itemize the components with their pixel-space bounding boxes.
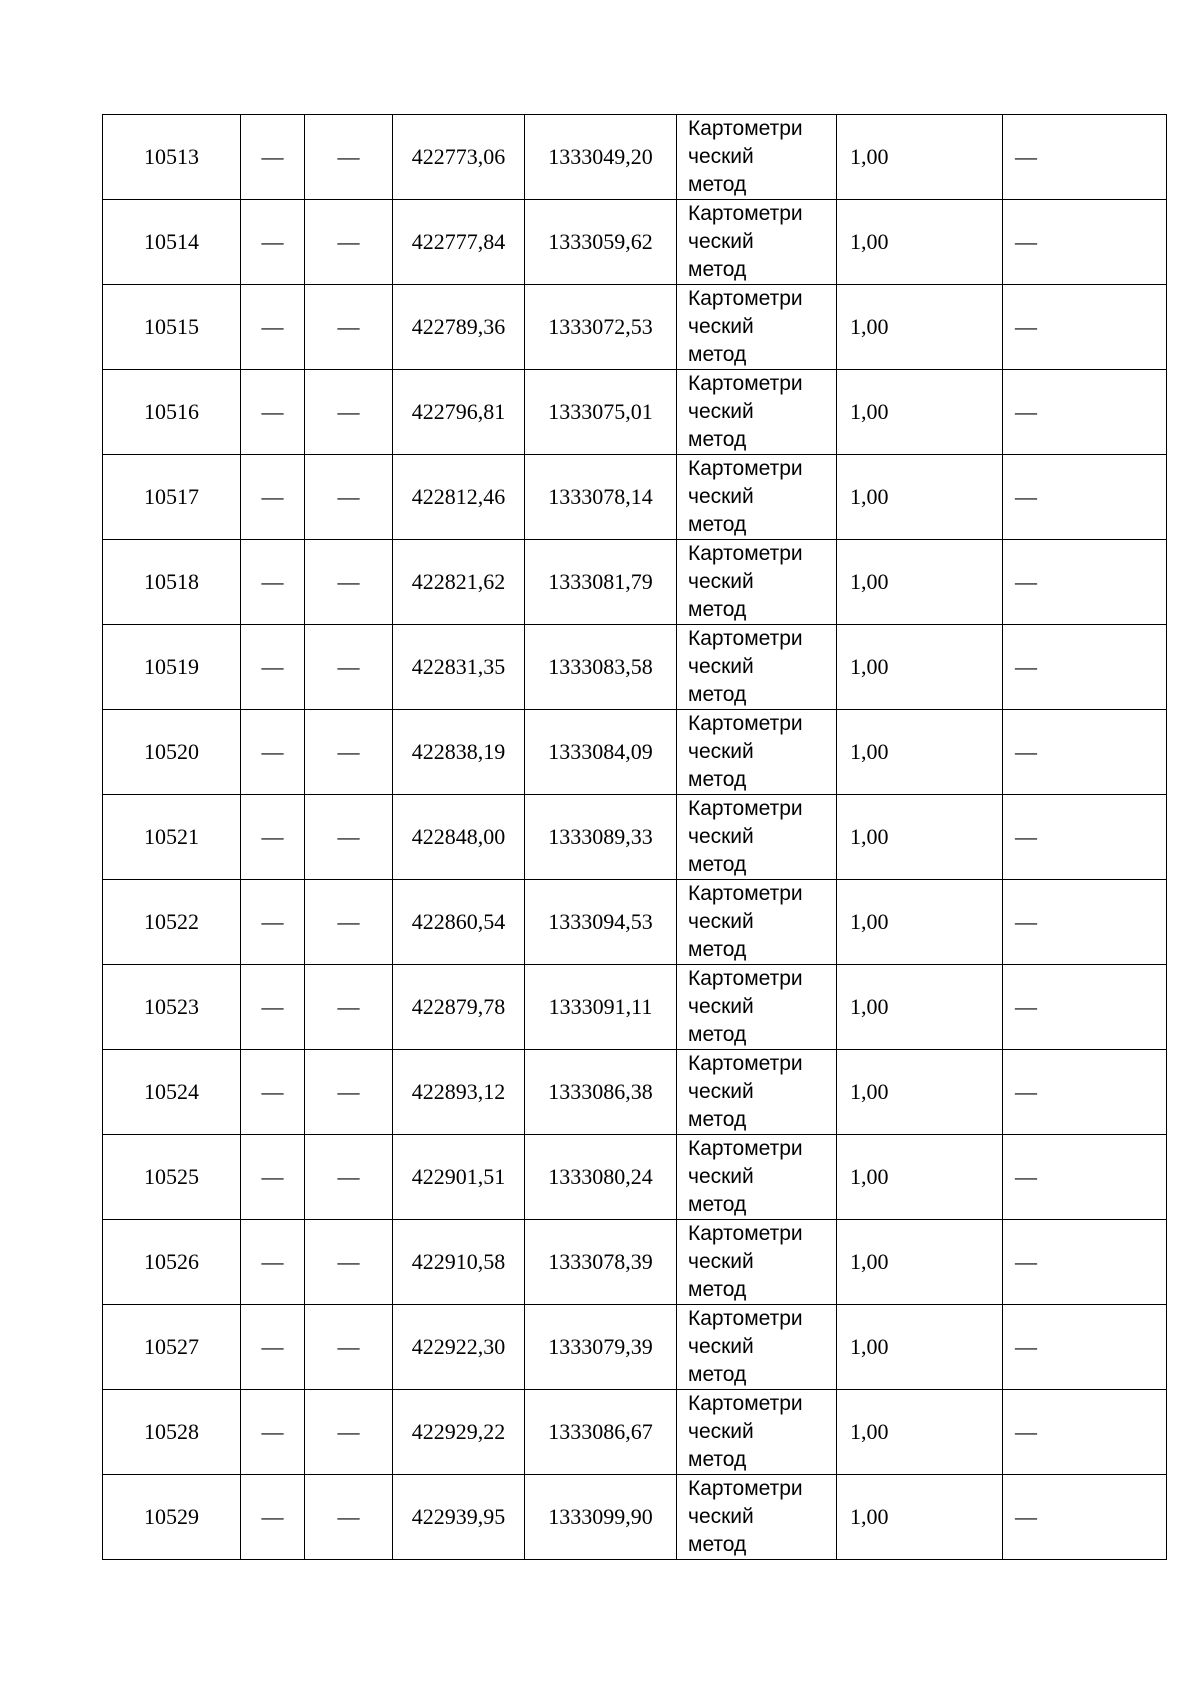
empty-dash-cell: — xyxy=(1003,455,1167,540)
empty-dash-cell: — xyxy=(241,370,305,455)
method-text-line: ческий xyxy=(688,400,754,423)
error-value-cell: 1,00 xyxy=(837,880,1003,965)
coordinate-x-cell: 422939,95 xyxy=(393,1475,525,1560)
table-row xyxy=(103,1220,1167,1305)
coordinate-y-cell: 1333078,14 xyxy=(525,455,677,540)
method-text-line: метод xyxy=(688,258,747,281)
method-text-line: Картометри xyxy=(688,202,803,225)
point-number-cell: 10523 xyxy=(103,965,241,1050)
method-text-line: метод xyxy=(688,343,747,366)
method-text-line: метод xyxy=(688,1363,747,1386)
empty-dash-cell: — xyxy=(1003,370,1167,455)
method-text-line: Картометри xyxy=(688,287,803,310)
table-body xyxy=(103,115,1167,1560)
empty-dash-cell: — xyxy=(1003,1050,1167,1135)
table-row xyxy=(103,965,1167,1050)
table-row xyxy=(103,625,1167,710)
method-cell xyxy=(677,1220,837,1305)
table-row xyxy=(103,115,1167,200)
method-text-line: Картометри xyxy=(688,1222,803,1245)
empty-dash-cell: — xyxy=(1003,285,1167,370)
coordinate-y-cell: 1333086,67 xyxy=(525,1390,677,1475)
coordinate-x-cell: 422821,62 xyxy=(393,540,525,625)
empty-dash-cell: — xyxy=(241,1135,305,1220)
point-number-cell: 10525 xyxy=(103,1135,241,1220)
empty-dash-cell: — xyxy=(241,1475,305,1560)
point-number-cell: 10522 xyxy=(103,880,241,965)
coordinate-x-cell: 422831,35 xyxy=(393,625,525,710)
coordinate-x-cell: 422910,58 xyxy=(393,1220,525,1305)
coordinate-x-cell: 422789,36 xyxy=(393,285,525,370)
empty-dash-cell: — xyxy=(241,880,305,965)
method-text-line: метод xyxy=(688,1448,747,1471)
method-text-line: ческий xyxy=(688,230,754,253)
point-number-cell: 10517 xyxy=(103,455,241,540)
empty-dash-cell: — xyxy=(305,965,393,1050)
method-cell xyxy=(677,710,837,795)
empty-dash-cell: — xyxy=(1003,795,1167,880)
method-text-line: метод xyxy=(688,1108,747,1131)
method-text-line: ческий xyxy=(688,570,754,593)
point-number-cell: 10513 xyxy=(103,115,241,200)
empty-dash-cell: — xyxy=(305,540,393,625)
empty-dash-cell: — xyxy=(1003,200,1167,285)
method-text-line: метод xyxy=(688,513,747,536)
empty-dash-cell: — xyxy=(305,880,393,965)
coordinate-x-cell: 422812,46 xyxy=(393,455,525,540)
method-cell xyxy=(677,1305,837,1390)
table-row xyxy=(103,1390,1167,1475)
empty-dash-cell: — xyxy=(241,1050,305,1135)
method-text-line: Картометри xyxy=(688,882,803,905)
error-value-cell: 1,00 xyxy=(837,710,1003,795)
point-number-cell: 10516 xyxy=(103,370,241,455)
method-text-line: метод xyxy=(688,1278,747,1301)
method-text-line: ческий xyxy=(688,910,754,933)
method-text-line: Картометри xyxy=(688,1477,803,1500)
empty-dash-cell: — xyxy=(1003,710,1167,795)
method-text-line: ческий xyxy=(688,1420,754,1443)
coordinate-y-cell: 1333079,39 xyxy=(525,1305,677,1390)
table-row xyxy=(103,710,1167,795)
coordinate-x-cell: 422848,00 xyxy=(393,795,525,880)
method-text-line: Картометри xyxy=(688,457,803,480)
table-row xyxy=(103,1050,1167,1135)
coordinate-y-cell: 1333083,58 xyxy=(525,625,677,710)
method-text-line: метод xyxy=(688,768,747,791)
error-value-cell: 1,00 xyxy=(837,1135,1003,1220)
coordinate-y-cell: 1333080,24 xyxy=(525,1135,677,1220)
empty-dash-cell: — xyxy=(241,540,305,625)
method-text-line: Картометри xyxy=(688,712,803,735)
table-row xyxy=(103,540,1167,625)
coordinate-y-cell: 1333059,62 xyxy=(525,200,677,285)
coordinate-y-cell: 1333094,53 xyxy=(525,880,677,965)
method-text-line: ческий xyxy=(688,1335,754,1358)
error-value-cell: 1,00 xyxy=(837,200,1003,285)
method-cell xyxy=(677,200,837,285)
method-cell xyxy=(677,880,837,965)
table-row xyxy=(103,285,1167,370)
point-number-cell: 10520 xyxy=(103,710,241,795)
method-text-line: метод xyxy=(688,173,747,196)
empty-dash-cell: — xyxy=(1003,625,1167,710)
coordinate-y-cell: 1333072,53 xyxy=(525,285,677,370)
point-number-cell: 10515 xyxy=(103,285,241,370)
point-number-cell: 10521 xyxy=(103,795,241,880)
method-text-line: метод xyxy=(688,428,747,451)
point-number-cell: 10514 xyxy=(103,200,241,285)
method-text-line: метод xyxy=(688,1023,747,1046)
empty-dash-cell: — xyxy=(241,965,305,1050)
empty-dash-cell: — xyxy=(305,115,393,200)
method-text-line: метод xyxy=(688,938,747,961)
method-cell xyxy=(677,1050,837,1135)
empty-dash-cell: — xyxy=(241,200,305,285)
error-value-cell: 1,00 xyxy=(837,540,1003,625)
error-value-cell: 1,00 xyxy=(837,1050,1003,1135)
empty-dash-cell: — xyxy=(305,200,393,285)
empty-dash-cell: — xyxy=(241,625,305,710)
coordinate-y-cell: 1333089,33 xyxy=(525,795,677,880)
empty-dash-cell: — xyxy=(305,1220,393,1305)
coordinate-y-cell: 1333084,09 xyxy=(525,710,677,795)
coordinate-x-cell: 422796,81 xyxy=(393,370,525,455)
coordinate-x-cell: 422838,19 xyxy=(393,710,525,795)
method-text-line: Картометри xyxy=(688,1307,803,1330)
method-cell xyxy=(677,965,837,1050)
method-cell xyxy=(677,455,837,540)
coordinate-x-cell: 422773,06 xyxy=(393,115,525,200)
error-value-cell: 1,00 xyxy=(837,1220,1003,1305)
method-text-line: метод xyxy=(688,1193,747,1216)
empty-dash-cell: — xyxy=(241,710,305,795)
method-text-line: Картометри xyxy=(688,372,803,395)
method-cell xyxy=(677,625,837,710)
coordinate-x-cell: 422922,30 xyxy=(393,1305,525,1390)
method-text-line: метод xyxy=(688,598,747,621)
coordinate-y-cell: 1333091,11 xyxy=(525,965,677,1050)
method-text-line: Картометри xyxy=(688,797,803,820)
empty-dash-cell: — xyxy=(1003,540,1167,625)
empty-dash-cell: — xyxy=(241,1305,305,1390)
empty-dash-cell: — xyxy=(1003,965,1167,1050)
coordinate-x-cell: 422893,12 xyxy=(393,1050,525,1135)
point-number-cell: 10528 xyxy=(103,1390,241,1475)
method-text-line: ческий xyxy=(688,1080,754,1103)
method-text-line: ческий xyxy=(688,1250,754,1273)
error-value-cell: 1,00 xyxy=(837,370,1003,455)
coordinate-x-cell: 422929,22 xyxy=(393,1390,525,1475)
error-value-cell: 1,00 xyxy=(837,795,1003,880)
point-number-cell: 10526 xyxy=(103,1220,241,1305)
method-cell xyxy=(677,115,837,200)
error-value-cell: 1,00 xyxy=(837,965,1003,1050)
table-row xyxy=(103,1475,1167,1560)
method-text-line: Картометри xyxy=(688,967,803,990)
empty-dash-cell: — xyxy=(305,1135,393,1220)
method-text-line: Картометри xyxy=(688,1137,803,1160)
method-text-line: метод xyxy=(688,853,747,876)
coordinate-x-cell: 422901,51 xyxy=(393,1135,525,1220)
table-row xyxy=(103,455,1167,540)
method-text-line: метод xyxy=(688,1533,747,1556)
empty-dash-cell: — xyxy=(305,455,393,540)
method-text-line: ческий xyxy=(688,1505,754,1528)
empty-dash-cell: — xyxy=(1003,1135,1167,1220)
point-number-cell: 10518 xyxy=(103,540,241,625)
method-text-line: ческий xyxy=(688,145,754,168)
table-row xyxy=(103,200,1167,285)
empty-dash-cell: — xyxy=(241,1220,305,1305)
method-text-line: ческий xyxy=(688,485,754,508)
empty-dash-cell: — xyxy=(305,710,393,795)
empty-dash-cell: — xyxy=(305,1050,393,1135)
empty-dash-cell: — xyxy=(1003,880,1167,965)
empty-dash-cell: — xyxy=(305,285,393,370)
empty-dash-cell: — xyxy=(1003,1475,1167,1560)
empty-dash-cell: — xyxy=(241,115,305,200)
method-text-line: ческий xyxy=(688,315,754,338)
error-value-cell: 1,00 xyxy=(837,455,1003,540)
method-text-line: Картометри xyxy=(688,1052,803,1075)
coordinate-y-cell: 1333081,79 xyxy=(525,540,677,625)
point-number-cell: 10529 xyxy=(103,1475,241,1560)
method-text-line: ческий xyxy=(688,740,754,763)
empty-dash-cell: — xyxy=(305,625,393,710)
method-text-line: ческий xyxy=(688,1165,754,1188)
error-value-cell: 1,00 xyxy=(837,1475,1003,1560)
table-row xyxy=(103,1305,1167,1390)
empty-dash-cell: — xyxy=(241,455,305,540)
empty-dash-cell: — xyxy=(305,795,393,880)
coordinate-x-cell: 422879,78 xyxy=(393,965,525,1050)
empty-dash-cell: — xyxy=(241,1390,305,1475)
coordinate-y-cell: 1333049,20 xyxy=(525,115,677,200)
empty-dash-cell: — xyxy=(305,1390,393,1475)
empty-dash-cell: — xyxy=(1003,1390,1167,1475)
coordinate-y-cell: 1333078,39 xyxy=(525,1220,677,1305)
table-row xyxy=(103,880,1167,965)
coordinate-x-cell: 422860,54 xyxy=(393,880,525,965)
table-row xyxy=(103,795,1167,880)
point-number-cell: 10519 xyxy=(103,625,241,710)
empty-dash-cell: — xyxy=(1003,1220,1167,1305)
method-text-line: Картометри xyxy=(688,542,803,565)
point-number-cell: 10524 xyxy=(103,1050,241,1135)
method-text-line: Картометри xyxy=(688,627,803,650)
coordinates-table xyxy=(102,114,1167,1560)
method-cell xyxy=(677,1475,837,1560)
error-value-cell: 1,00 xyxy=(837,1305,1003,1390)
empty-dash-cell: — xyxy=(1003,1305,1167,1390)
point-number-cell: 10527 xyxy=(103,1305,241,1390)
empty-dash-cell: — xyxy=(1003,115,1167,200)
coordinate-y-cell: 1333086,38 xyxy=(525,1050,677,1135)
method-text-line: метод xyxy=(688,683,747,706)
method-cell xyxy=(677,285,837,370)
coordinate-x-cell: 422777,84 xyxy=(393,200,525,285)
error-value-cell: 1,00 xyxy=(837,1390,1003,1475)
method-cell xyxy=(677,795,837,880)
method-text-line: ческий xyxy=(688,995,754,1018)
method-cell xyxy=(677,1390,837,1475)
table-row xyxy=(103,370,1167,455)
coordinate-y-cell: 1333075,01 xyxy=(525,370,677,455)
method-text-line: ческий xyxy=(688,655,754,678)
method-text-line: Картометри xyxy=(688,117,803,140)
empty-dash-cell: — xyxy=(305,1305,393,1390)
method-cell xyxy=(677,1135,837,1220)
coordinate-y-cell: 1333099,90 xyxy=(525,1475,677,1560)
error-value-cell: 1,00 xyxy=(837,625,1003,710)
method-cell xyxy=(677,540,837,625)
method-text-line: ческий xyxy=(688,825,754,848)
empty-dash-cell: — xyxy=(241,285,305,370)
empty-dash-cell: — xyxy=(305,370,393,455)
table-row xyxy=(103,1135,1167,1220)
error-value-cell: 1,00 xyxy=(837,285,1003,370)
empty-dash-cell: — xyxy=(305,1475,393,1560)
method-cell xyxy=(677,370,837,455)
empty-dash-cell: — xyxy=(241,795,305,880)
error-value-cell: 1,00 xyxy=(837,115,1003,200)
method-text-line: Картометри xyxy=(688,1392,803,1415)
